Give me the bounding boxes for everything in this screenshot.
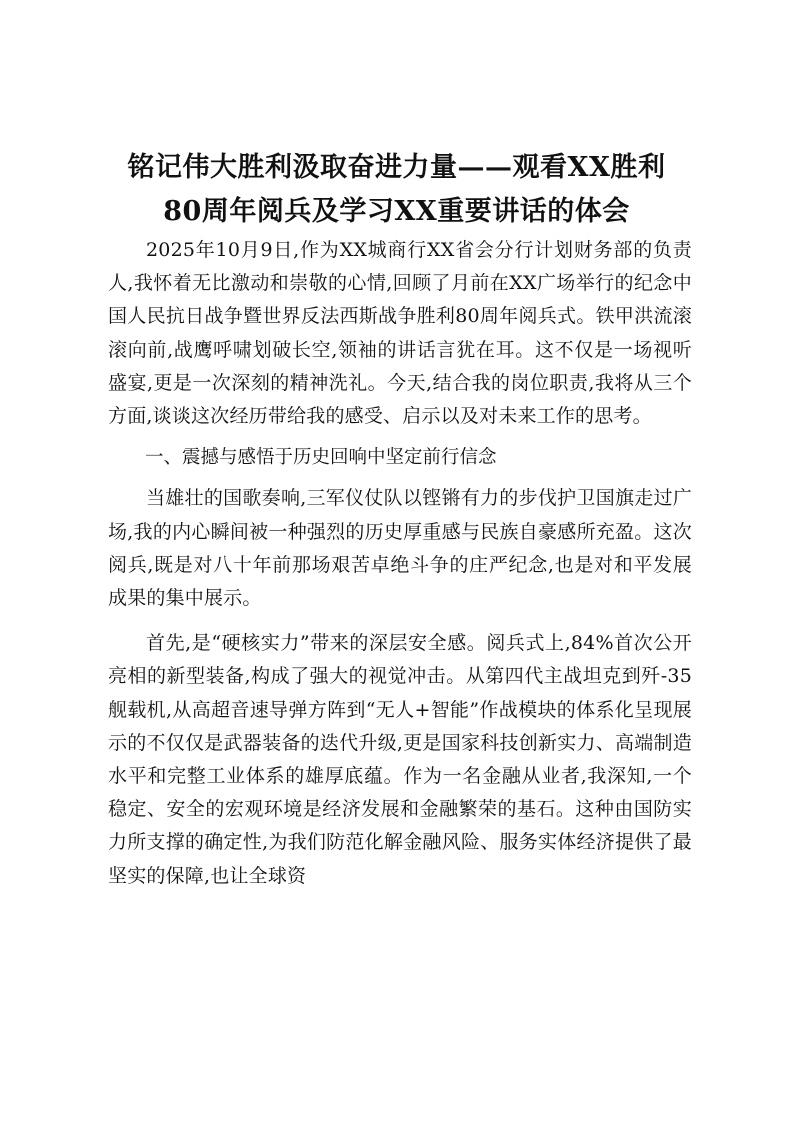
spacer: [108, 474, 692, 482]
section-heading: 一、震撼与感悟于历史回响中坚定前行信念: [145, 447, 497, 469]
document-body: [108, 234, 692, 893]
title-line-2: 80周年阅兵及学习XX重要讲话的体会: [163, 196, 630, 227]
body-paragraph: 当雄壮的国歌奏响,三军仪仗队以铿锵有力的步伐护卫国旗走过广场,我的内心瞬间被一种强烈的历史厚重感与民族自豪感所充盈。这次阅兵,既是对八十年前那场艰苦卓绝斗争的庄严纪念,也是对和平发展成果的集中展示。: [108, 487, 692, 610]
spacer: [108, 433, 692, 441]
intro-paragraph: 2025年10月9日,作为XX城商行XX省会分行计划财务部的负责人,我怀着无比激动和崇敬的心情,回顾了月前在XX广场举行的纪念中国人民抗日战争暨世界反法西斯战争胜利80周年阅兵式。铁甲洪流滚滚向前,战鹰呼啸划破长空,领袖的讲话言犹在耳。这不仅是一场视听盛宴,更是一次深刻的精神洗礼。今天,结合我的岗位职责,我将从三个方面,谈谈这次经历带给我的感受、启示以及对未来工作的思考。: [108, 239, 692, 428]
page-title: [100, 146, 693, 234]
title-line-1: 铭记伟大胜利汲取奋进力量——观看XX胜利: [127, 152, 666, 183]
spacer: [108, 615, 692, 627]
body-paragraph: 首先,是“硬核实力”带来的深层安全感。阅兵式上,84%首次公开亮相的新型装备,构成了强大的视觉冲击。从第四代主战坦克到歼-35舰载机,从高超音速导弹方阵到“无人+智能”作战模块的体系化呈现展示的不仅仅是武器装备的迭代升级,更是国家科技创新实力、高端制造水平和完整工业体系的雄厚底蕴。作为一名金融从业者,我深知,一个稳定、安全的宏观环境是经济发展和金融繁荣的基石。这种由国防实力所支撑的确定性,为我们防范化解金融风险、服务实体经济提供了最坚实的保障,也让全球资: [108, 632, 692, 887]
